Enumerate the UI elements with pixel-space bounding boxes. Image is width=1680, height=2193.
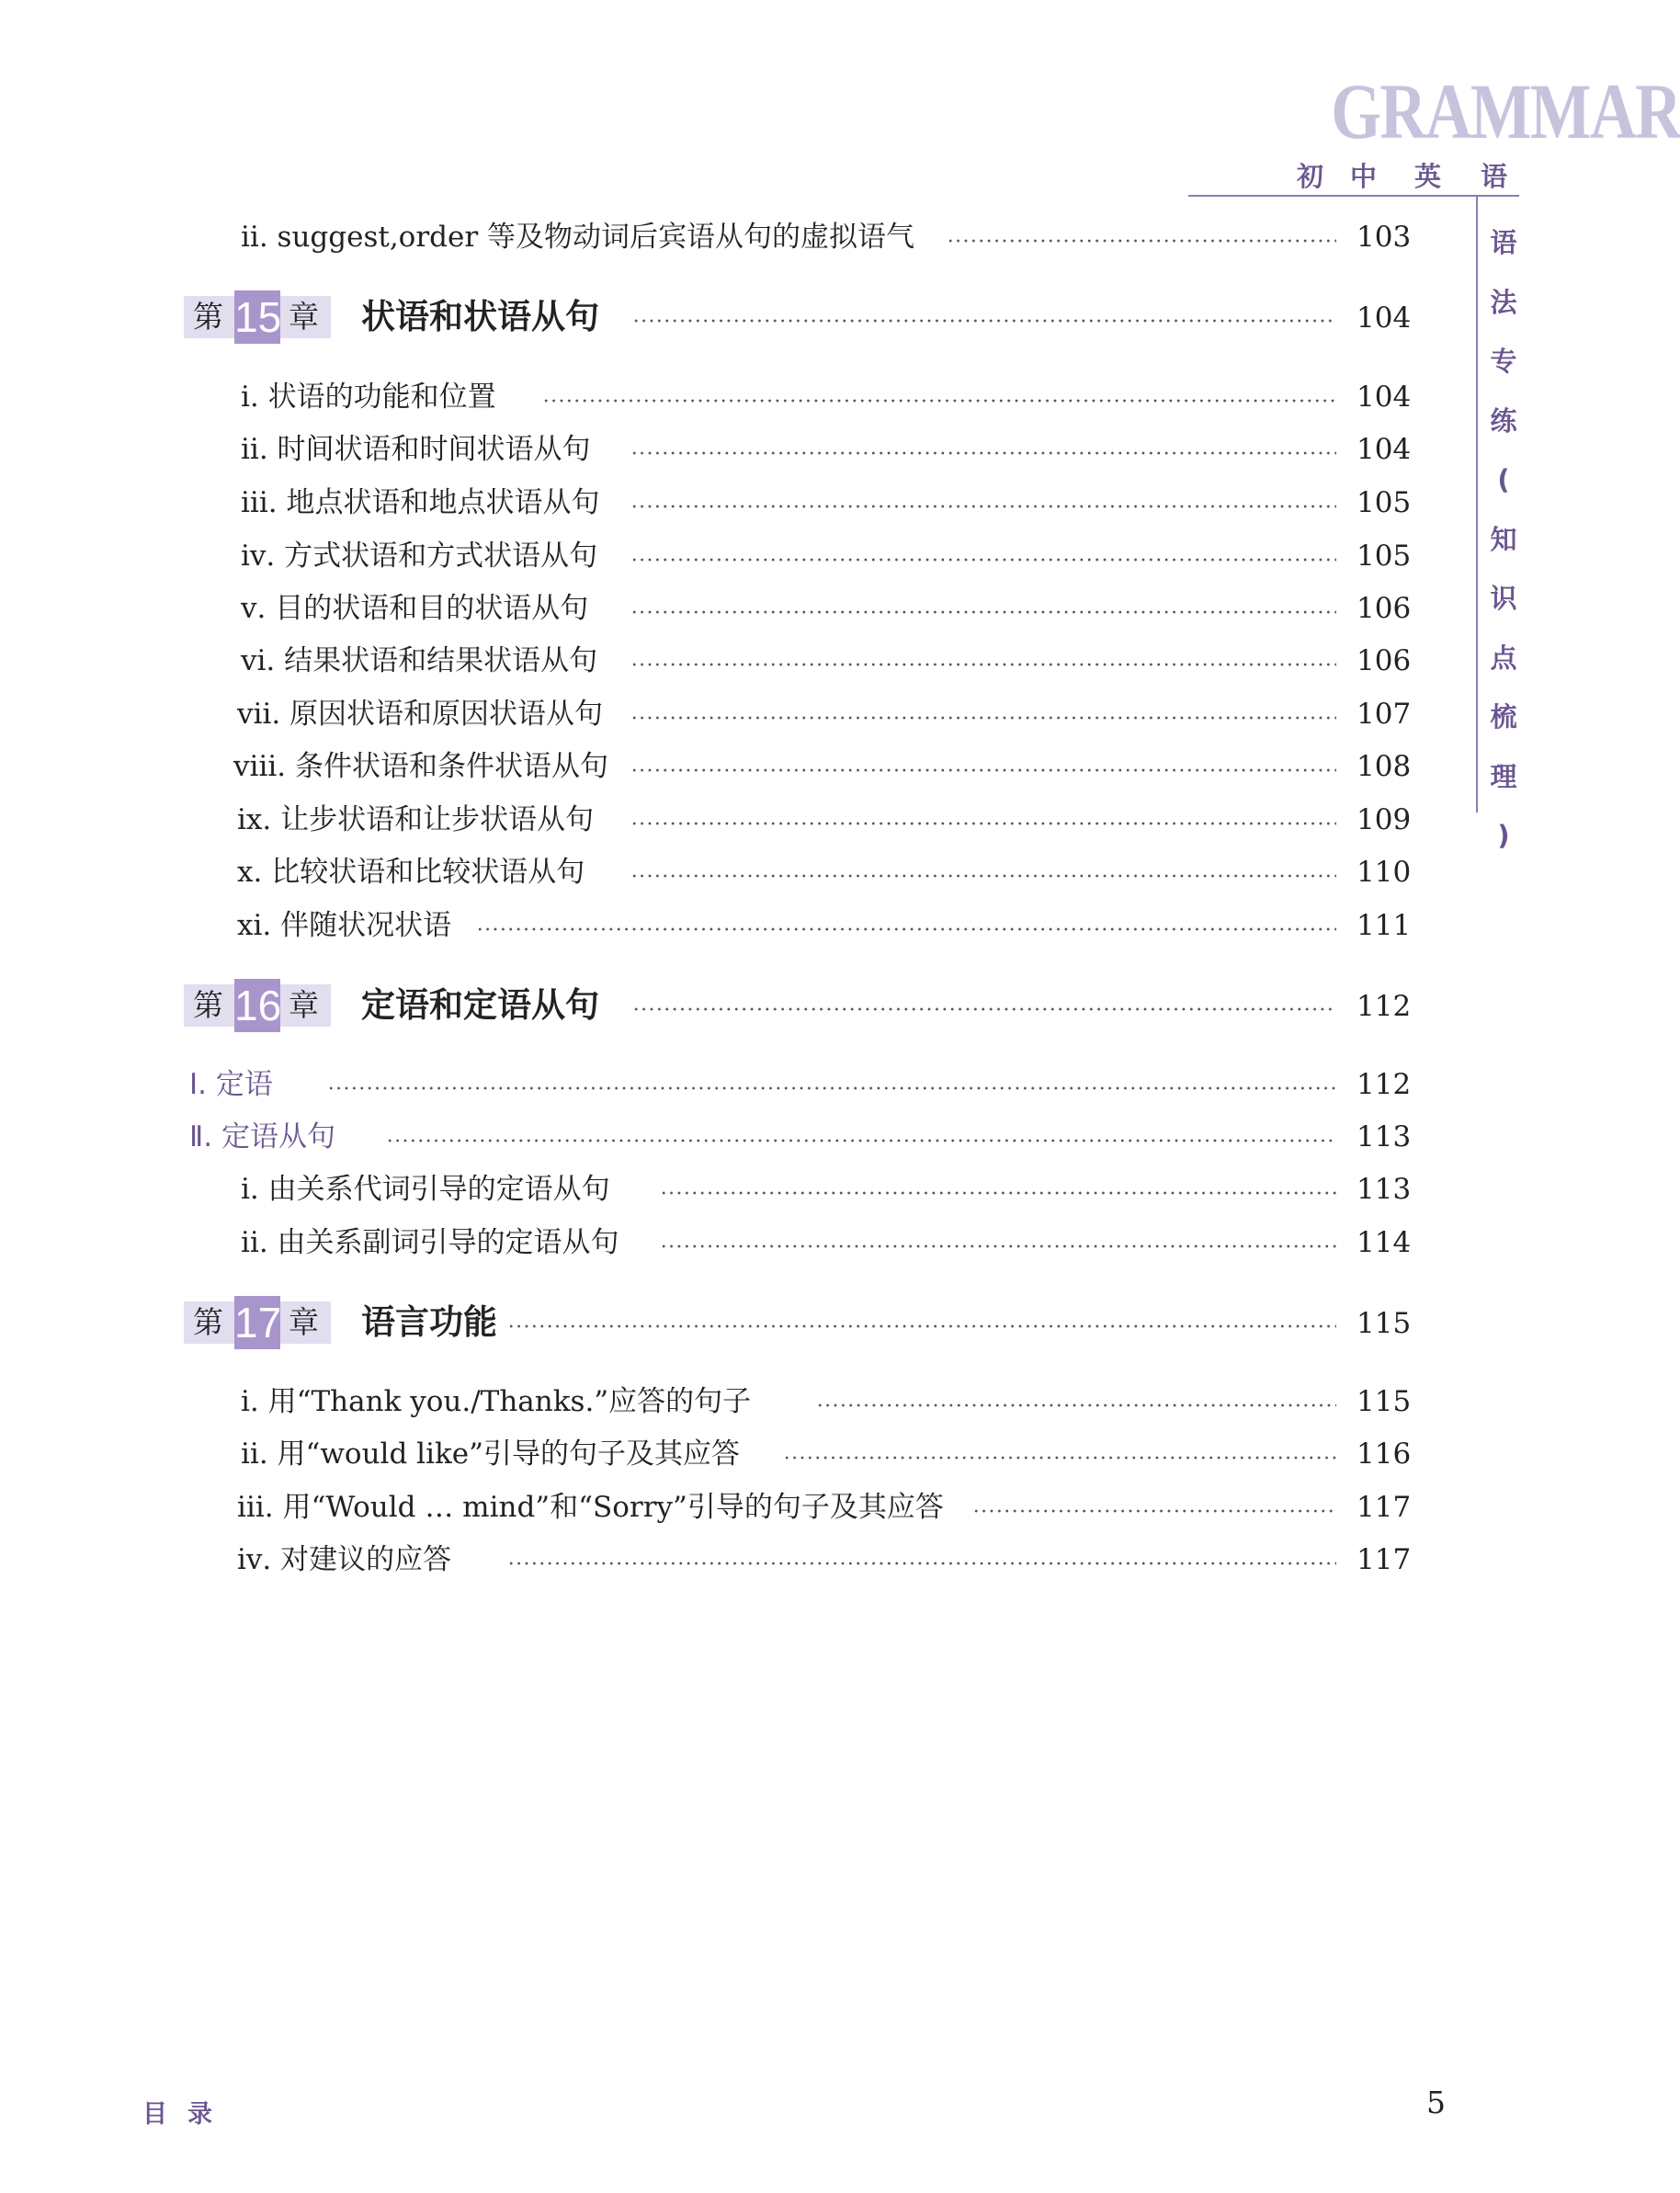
- chapter-page: 112: [1356, 990, 1412, 1023]
- chapter-number: 17: [234, 1296, 280, 1349]
- toc-entry-number: ⅰ.: [241, 1173, 259, 1206]
- toc-section-number: Ⅰ.: [189, 1068, 207, 1101]
- toc-entry-number: ⅲ.: [241, 486, 278, 519]
- toc-entry-text: 比较状语和比较状语从句: [271, 856, 585, 889]
- toc-entry-text: 条件状语和条件状语从句: [294, 750, 608, 783]
- toc-entry-text: 方式状语和方式状语从句: [284, 540, 598, 573]
- chapter-title: 状语和状语从句: [361, 290, 599, 344]
- toc-entry-page: 110: [1356, 856, 1412, 889]
- toc-entry[interactable]: [0, 694, 1563, 734]
- toc-section[interactable]: [0, 1064, 1563, 1105]
- chapter-suffix: 章: [289, 1304, 319, 1340]
- brand-subtitle-char: 语: [1481, 161, 1508, 192]
- toc-entry-number: ⅱ.: [241, 221, 268, 254]
- toc-entry[interactable]: [0, 800, 1563, 840]
- toc-entry-text: 用“Thank you.∕Thanks.”应答的句子: [267, 1385, 752, 1418]
- toc-entry-number: ⅶ.: [237, 698, 281, 731]
- toc-entry-number: ⅺ.: [237, 909, 272, 942]
- toc-entry[interactable]: [0, 641, 1563, 681]
- toc-entry-label: [241, 483, 599, 523]
- chapter-page: 115: [1356, 1307, 1412, 1340]
- toc-entry-label: [237, 694, 603, 734]
- dot-leader: [507, 1562, 1336, 1565]
- toc-entry-label: [241, 1434, 740, 1474]
- toc-entry-page: 105: [1356, 540, 1412, 573]
- toc-entry-page: 105: [1356, 486, 1412, 519]
- toc-section-label: [189, 1064, 273, 1105]
- chapter-suffix: 章: [289, 987, 319, 1023]
- brand-wordmark: GRAMMAR: [1331, 67, 1680, 155]
- toc-entry-number: ⅳ.: [241, 540, 276, 573]
- toc-entry[interactable]: [0, 483, 1563, 523]
- toc-entry-label: [241, 377, 496, 417]
- toc-entry-text: suggest,order 等及物动词后宾语从句的虚拟语气: [277, 221, 915, 254]
- side-title-char: 法: [1490, 286, 1517, 318]
- toc-section-text: 定语从句: [221, 1120, 335, 1153]
- side-title-char: 知: [1490, 523, 1517, 555]
- dot-leader: [630, 663, 1336, 666]
- toc-section-number: Ⅱ.: [189, 1120, 213, 1153]
- toc-section-page: 113: [1356, 1120, 1412, 1153]
- toc-entry[interactable]: [0, 1540, 1563, 1580]
- dot-leader: [630, 505, 1336, 508]
- toc-entry[interactable]: [0, 1222, 1563, 1263]
- brand-subtitle-char: 初: [1297, 161, 1324, 192]
- toc-entry-label: [241, 429, 591, 470]
- dot-leader: [507, 1324, 1336, 1328]
- toc-entry-label: [237, 1487, 944, 1528]
- dot-leader: [630, 822, 1336, 825]
- toc-entry-number: ⅱ.: [241, 1226, 268, 1259]
- toc-entry[interactable]: [0, 377, 1563, 417]
- toc-entry-label: [237, 800, 594, 840]
- toc-section[interactable]: [0, 1117, 1563, 1157]
- toc-entry-text: 时间状语和时间状语从句: [277, 433, 591, 466]
- chapter-page: 104: [1356, 301, 1412, 335]
- chapter-number: 16: [234, 979, 280, 1032]
- dot-leader: [327, 1086, 1336, 1090]
- toc-entry-page: 117: [1356, 1491, 1412, 1524]
- dot-leader: [630, 716, 1336, 720]
- side-title-char: 练: [1490, 404, 1517, 437]
- toc-entry-text: 对建议的应答: [280, 1543, 452, 1576]
- toc-entry-label: [241, 588, 588, 629]
- chapter-suffix: 章: [289, 299, 319, 335]
- dot-leader: [972, 1509, 1336, 1513]
- toc-entry-number: ⅰ.: [241, 381, 259, 414]
- dot-leader: [947, 239, 1336, 243]
- toc-entry-text: 结果状语和结果状语从句: [284, 644, 598, 677]
- dot-leader: [660, 1191, 1336, 1195]
- footer-section-label: 目录: [142, 2100, 233, 2129]
- brand-subtitle-char: 英: [1414, 161, 1442, 192]
- side-title-char: (: [1497, 464, 1510, 495]
- toc-entry-page: 108: [1356, 750, 1412, 783]
- toc-entry-number: ⅱ.: [241, 433, 268, 466]
- toc-entry-text: 由关系副词引导的定语从句: [277, 1226, 619, 1259]
- chapter-prefix: 第: [193, 299, 223, 335]
- toc-entry-label: [241, 1169, 610, 1210]
- toc-entry-page: 104: [1356, 381, 1412, 414]
- toc-entry-page: 114: [1356, 1226, 1412, 1259]
- toc-entry-number: ⅰ.: [241, 1385, 259, 1418]
- toc-entry-label: [241, 217, 914, 257]
- chapter-heading[interactable]: [0, 290, 1563, 346]
- toc-entry-text: 由关系代词引导的定语从句: [267, 1173, 610, 1206]
- toc-entry[interactable]: [0, 429, 1563, 470]
- toc-entry[interactable]: [0, 1169, 1563, 1210]
- toc-entry-page: 117: [1356, 1543, 1412, 1576]
- toc-entry-number: ⅵ.: [241, 644, 276, 677]
- chapter-prefix: 第: [193, 987, 223, 1023]
- toc-entry-label: [233, 746, 608, 787]
- toc-entry-text: 地点状语和地点状语从句: [286, 486, 600, 519]
- toc-section-label: [189, 1117, 335, 1157]
- toc-entry[interactable]: [0, 746, 1563, 787]
- chapter-heading[interactable]: [0, 979, 1563, 1034]
- brand-subtitle-char: 中: [1350, 161, 1378, 192]
- dot-leader: [630, 874, 1336, 878]
- toc-entry-page: 115: [1356, 1385, 1412, 1418]
- dot-leader: [632, 1007, 1336, 1011]
- chapter-prefix: 第: [193, 1304, 223, 1340]
- toc-entry[interactable]: [0, 588, 1563, 629]
- toc-entry-page: 104: [1356, 433, 1412, 466]
- dot-leader: [386, 1139, 1336, 1142]
- side-title-char: 专: [1490, 346, 1517, 377]
- toc-entry-text: 目的状语和目的状语从句: [275, 592, 589, 625]
- side-title-char: 识: [1490, 583, 1517, 614]
- toc-section-text: 定语: [215, 1068, 273, 1101]
- chapter-heading[interactable]: [0, 1296, 1563, 1351]
- chapter-number: 15: [234, 290, 280, 344]
- toc-entry-text: 原因状语和原因状语从句: [289, 698, 604, 731]
- toc-entry-label: [241, 1222, 619, 1263]
- toc-entry[interactable]: [0, 217, 1563, 257]
- toc-entry-page: 111: [1356, 909, 1412, 942]
- toc-entry[interactable]: [0, 905, 1563, 946]
- toc-entry-label: [237, 852, 585, 892]
- toc-entry-label: [241, 536, 597, 576]
- toc-entry-number: ⅴ.: [241, 592, 267, 625]
- dot-leader: [476, 927, 1336, 931]
- side-title-char: 理: [1490, 760, 1517, 792]
- side-title-char: 梳: [1490, 701, 1517, 733]
- dot-leader: [660, 1244, 1336, 1248]
- toc-entry-number: ⅷ.: [233, 750, 287, 783]
- dot-leader: [630, 768, 1336, 772]
- toc-entry-page: 106: [1356, 644, 1412, 677]
- side-title-char: 点: [1490, 642, 1517, 674]
- toc-entry-text: 状语的功能和位置: [267, 381, 496, 414]
- dot-leader: [632, 319, 1336, 323]
- dot-leader: [816, 1403, 1336, 1407]
- dot-leader: [630, 558, 1336, 562]
- toc-entry-text: 用“Would … mind”和“Sorry”引导的句子及其应答: [282, 1491, 944, 1524]
- toc-entry-number: ⅸ.: [237, 803, 272, 836]
- dot-leader: [630, 451, 1336, 455]
- toc-entry-text: 让步状语和让步状语从句: [280, 803, 595, 836]
- toc-entry[interactable]: [0, 536, 1563, 576]
- chapter-title: 定语和定语从句: [361, 979, 599, 1032]
- toc-entry-page: 107: [1356, 698, 1412, 731]
- dot-leader: [542, 399, 1336, 403]
- toc-entry[interactable]: [0, 1381, 1563, 1422]
- toc-entry-number: ⅹ.: [237, 856, 263, 889]
- toc-entry-text: 伴随状况状语: [280, 909, 452, 942]
- toc-entry[interactable]: [0, 1434, 1563, 1474]
- chapter-title: 语言功能: [361, 1296, 497, 1349]
- dot-leader: [783, 1456, 1336, 1460]
- toc-entry[interactable]: [0, 852, 1563, 892]
- toc-entry-text: 用“would like”引导的句子及其应答: [277, 1437, 740, 1471]
- brand-subtitle: [1297, 156, 1517, 192]
- side-title-char: ): [1497, 820, 1510, 851]
- toc-entry-label: [237, 1540, 451, 1580]
- toc-entry-page: 106: [1356, 592, 1412, 625]
- header-divider: [1188, 195, 1519, 197]
- toc-entry[interactable]: [0, 1487, 1563, 1528]
- footer-page-number: 5: [1426, 2085, 1446, 2120]
- toc-entry-number: ⅲ.: [237, 1491, 274, 1524]
- toc-entry-number: ⅱ.: [241, 1437, 268, 1471]
- toc-section-page: 112: [1356, 1068, 1412, 1101]
- toc-entry-label: [241, 641, 597, 681]
- toc-entry-page: 116: [1356, 1437, 1412, 1471]
- toc-entry-number: ⅳ.: [237, 1543, 272, 1576]
- toc-entry-page: 113: [1356, 1173, 1412, 1206]
- toc-entry-label: [237, 905, 451, 946]
- toc-entry-page: 109: [1356, 803, 1412, 836]
- dot-leader: [630, 610, 1336, 614]
- toc-entry-page: 103: [1356, 221, 1412, 254]
- toc-entry-label: [241, 1381, 751, 1422]
- side-title-char: 语: [1490, 227, 1517, 258]
